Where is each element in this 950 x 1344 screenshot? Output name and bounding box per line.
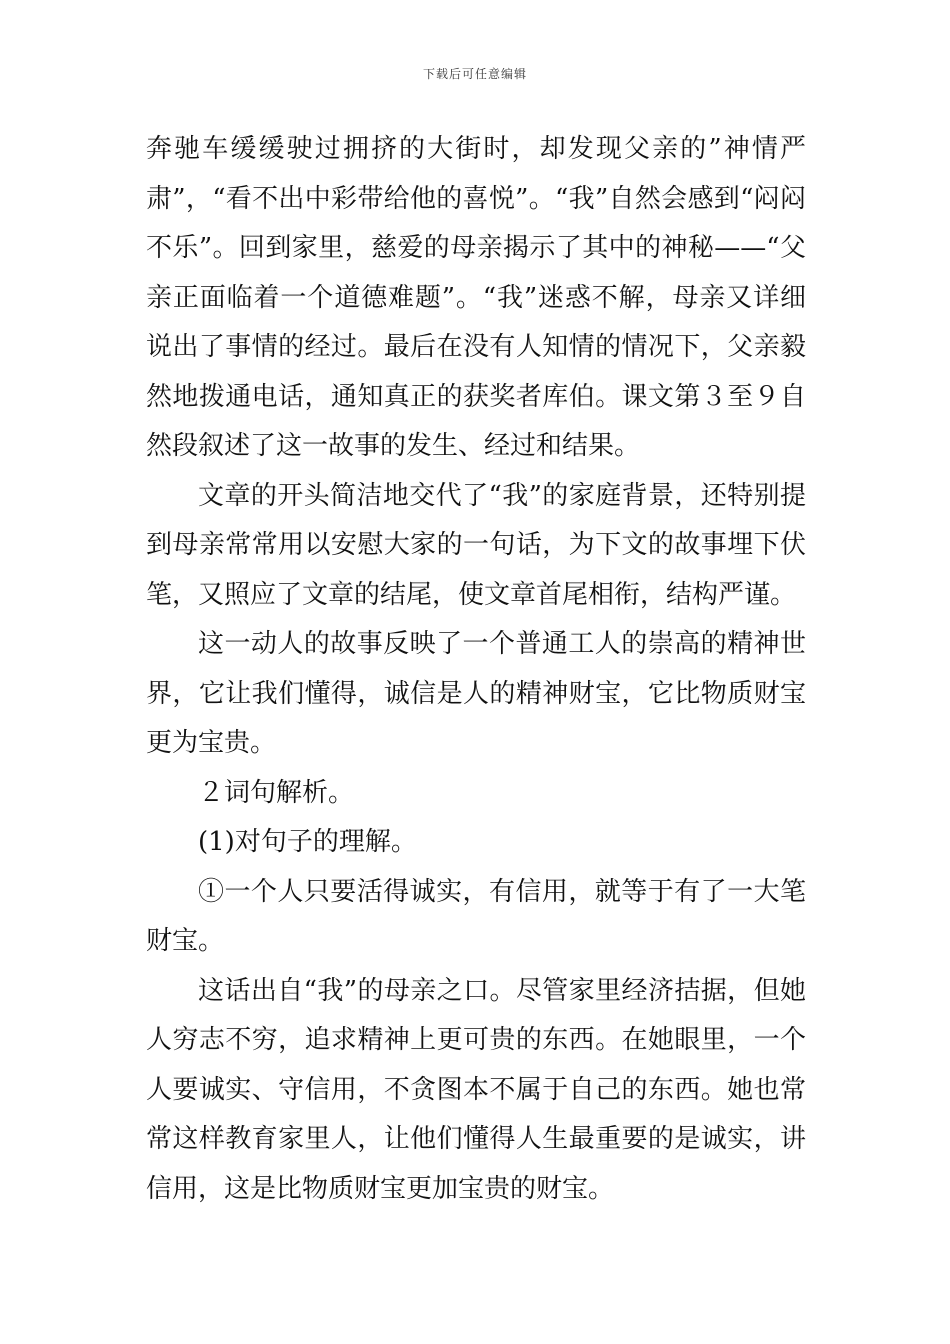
document-body [146,125,806,1214]
paragraph-story-summary: 奔驰车缓缓驶过拥挤的大街时，却发现父亲的”神情严肃”，“看不出中彩带给他的喜悦”。“我”自然会感到“闷闷不乐”。回到家里，慈爱的母亲揭示了其中的神秘——“父亲正面临着一个道德难题”。“我”迷惑不解，母亲又详细说出了事情的经过。最后在没有人知情的情况下，父亲毅然地拨通电话，通知真正的获奖者库伯。课文第３至９自然段叙述了这一故事的发生、经过和结果。 [146,134,806,461]
paragraph-opening-analysis: 文章的开头简洁地交代了“我”的家庭背景，还特别提到母亲常常用以安慰大家的一句话，为下文的故事埋下伏笔，又照应了文章的结尾，使文章首尾相衔，结构严谨。 [146,480,806,610]
paragraph-sentence-explanation: 这话出自“我”的母亲之口。尽管家里经济拮据，但她人穷志不穷，追求精神上更可贵的东西。在她眼里，一个人要诚实、守信用，不贪图本不属于自己的东西。她也常常这样教育家里人，让他们懂得人生最重要的是诚实，讲信用，这是比物质财宝更加宝贵的财宝。 [146,975,806,1204]
subsection-heading-sentence-understanding: (1)对句子的理解。 [198,827,417,857]
page-header: 下载后可任意编辑 [422,67,527,81]
section-heading-word-analysis: ２词句解析。 [198,777,355,808]
paragraph-theme: 这一动人的故事反映了一个普通工人的崇高的精神世界，它让我们懂得，诚信是人的精神财宝，它比物质财宝更为宝贵。 [146,629,806,758]
quoted-sentence-1: ①一个人只要活得诚实，有信用，就等于有了一大笔财宝。 [146,876,806,956]
